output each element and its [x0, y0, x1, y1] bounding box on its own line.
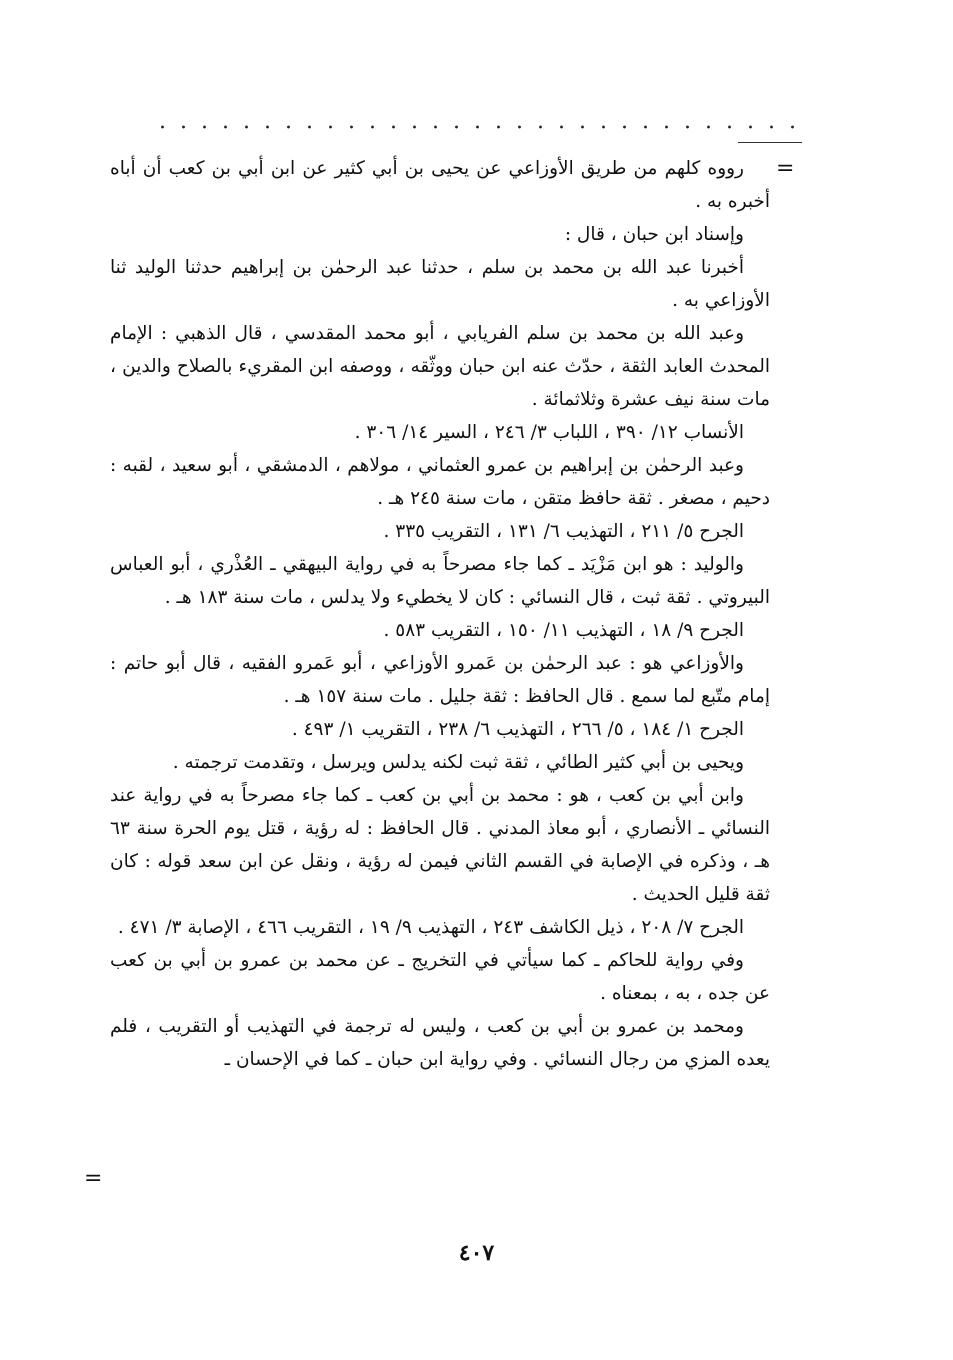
- reference-line: الجرح ٩/ ١٨ ، التهذيب ١١/ ١٥٠ ، التقريب ٥٨٣ .: [383, 620, 744, 641]
- paragraph: وعبد الله بن محمد بن سلم الفريابي ، أبو محمد المقدسي ، قال الذهبي : الإمام المحدث العابد الثقة ، حدّث عنه ابن حبان ووثّقه ، ووصفه ابن المقريء بالصلاح والدين ، مات سنة نيف عشرة وثلاثمائة .: [110, 323, 770, 410]
- paragraph: رووه كلهم من طريق الأوزاعي عن يحيى بن أبي كثير عن ابن أبي بن كعب أن أباه أخبره به .: [110, 158, 770, 212]
- page-number: ٤٠٧: [458, 1240, 495, 1266]
- paragraph: وفي رواية للحاكم ـ كما سيأتي في التخريج ـ عن محمد بن عمرو بن أبي بن كعب عن جده ، به ، بمعناه .: [110, 950, 770, 1004]
- reference-line: الأنساب ١٢/ ٣٩٠ ، اللباب ٣/ ٢٤٦ ، السير ١٤/ ٣٠٦ .: [354, 422, 744, 443]
- paragraph: والأوزاعي هو : عبد الرحمٰن بن عَمرو الأوزاعي ، أبو عَمرو الفقيه ، قال أبو حاتم : إمام متّبع لما سمع . قال الحافظ : ثقة جليل . مات سنة ١٥٧ هـ .: [110, 653, 770, 707]
- paragraph: أخبرنا عبد الله بن محمد بن سلم ، حدثنا عبد الرحمٰن بن إبراهيم حدثنا الوليد ثنا الأوزاعي به .: [110, 257, 770, 311]
- paragraph: وعبد الرحمٰن بن إبراهيم بن عمرو العثماني ، مولاهم ، الدمشقي ، أبو سعيد ، لقبه : دحيم ، مصغر . ثقة حافظ متقن ، مات سنة ٢٤٥ هـ .: [110, 455, 770, 509]
- reference-line: الجرح ٥/ ٢١١ ، التهذيب ٦/ ١٣١ ، التقريب ٣٣٥ .: [383, 521, 744, 542]
- paragraph: وابن أبي بن كعب ، هو : محمد بن أبي بن كعب ـ كما جاء مصرحاً به في رواية عند النسائي ـ الأنصاري ، أبو معاذ المدني . قال الحافظ : له رؤية ، قتل يوم الحرة سنة ٦٣ هـ ، وذكره في الإصابة في القسم الثاني فيمن له رؤية ، ونقل عن ابن سعد قوله : كان ثقة قليل الحديث .: [110, 785, 770, 905]
- paragraph: والوليد : هو ابن مَزْيَد ـ كما جاء مصرحاً به في رواية البيهقي ـ العُذْري ، أبو العباس البيروتي . ثقة ثبت ، قال النسائي : كان لا يخطيء ولا يدلس ، مات سنة ١٨٣ هـ .: [110, 554, 770, 608]
- reference-line: الجرح ١/ ١٨٤ ، ٥/ ٢٦٦ ، التهذيب ٦/ ٢٣٨ ، التقريب ١/ ٤٩٣ .: [291, 719, 744, 740]
- paragraph: وإسناد ابن حبان ، قال :: [564, 224, 744, 245]
- paragraph: ويحيى بن أبي كثير الطائي ، ثقة ثبت لكنه يدلس ويرسل ، وتقدمت ترجمته .: [172, 752, 744, 773]
- dotted-separator: [152, 120, 802, 134]
- paragraph: ومحمد بن عمرو بن أبي بن كعب ، وليس له ترجمة في التهذيب أو التقريب ، فلم يعده المزي من رجال النسائي . وفي رواية ابن حبان ـ كما في الإحسان ـ: [110, 1016, 770, 1070]
- continuation-mark-top: =: [776, 156, 795, 181]
- continuation-mark-bottom: =: [84, 1166, 103, 1191]
- header-rule: [738, 142, 802, 143]
- reference-line: الجرح ٧/ ٢٠٨ ، ذيل الكاشف ٢٤٣ ، التهذيب ٩/ ١٩ ، التقريب ٤٦٦ ، الإصابة ٣/ ٤٧١ .: [117, 917, 744, 938]
- footnote-body: [110, 152, 770, 1076]
